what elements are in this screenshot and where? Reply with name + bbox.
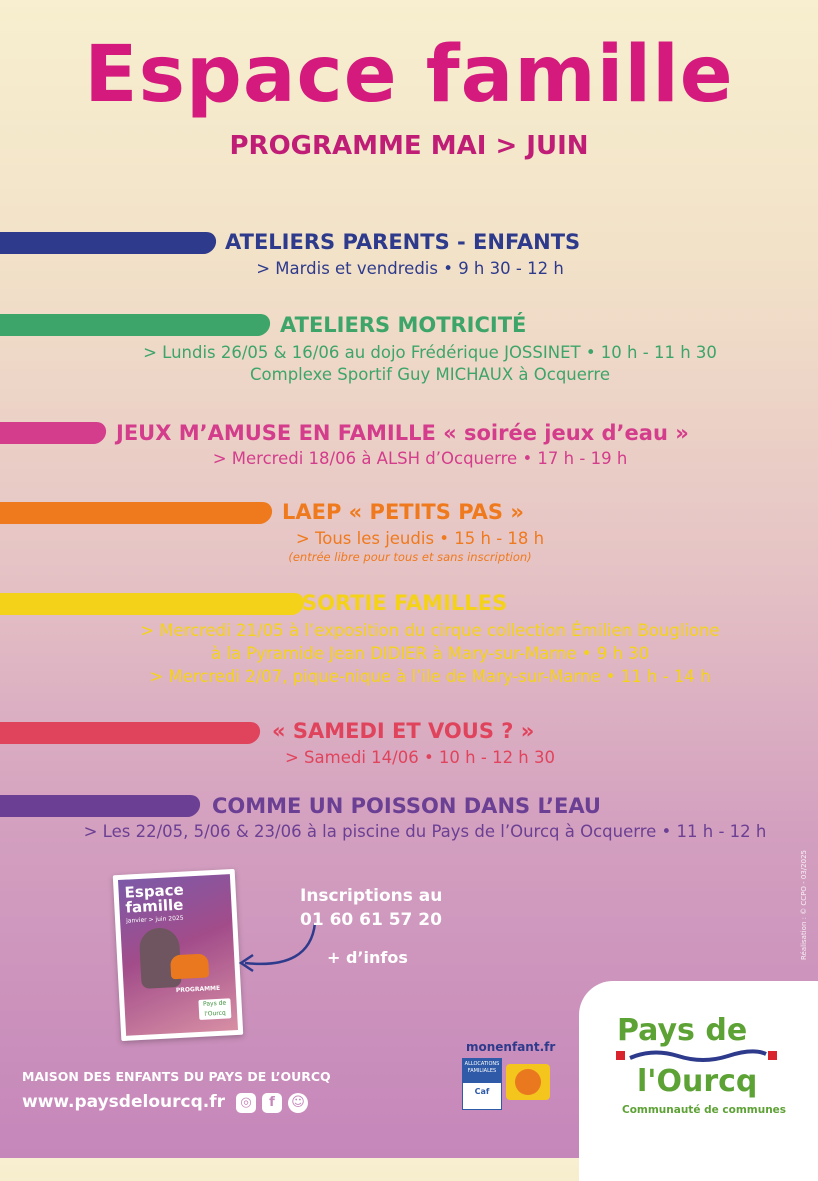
phone-number[interactable]: 01 60 61 57 20 [300,910,442,930]
booklet-title: Espace famille [124,880,185,917]
section-line: > Les 22/05, 5/06 & 23/06 à la piscine du Pays de l’Ourcq à Ocquerre • 11 h - 12 h [83,822,767,841]
wave-icon [628,1048,768,1064]
section-title-samedi: « SAMEDI ET VOUS ? » [272,719,535,743]
section-title-sortie: SORTIE FAMILLES [302,591,508,615]
section-title-motricite: ATELIERS MOTRICITÉ [280,313,527,337]
more-info-link[interactable]: + d’infos [327,948,408,967]
section-line: Complexe Sportif Guy MICHAUX à Ocquerre [250,365,610,384]
stripe-purple [0,795,202,817]
page-subtitle: PROGRAMME MAI > JUIN [229,131,589,161]
credits: Réalisation : © CCPO - 03/2025 [800,850,808,960]
stripe-yellow [0,593,306,615]
toy-photo [170,953,209,979]
section-line: > Lundis 26/05 & 16/06 au dojo Frédérique JOSSINET • 10 h - 11 h 30 [143,343,717,362]
stripe-red [0,722,262,744]
inscriptions-label: Inscriptions au [300,886,443,906]
section-line: à la Pyramide Jean DIDIER à Mary-sur-Marne • 9 h 30 [210,644,650,663]
logo-line2: l'Ourcq [637,1064,758,1099]
section-title-ateliers-parents: ATELIERS PARENTS - ENFANTS [225,230,581,254]
booklet-period: janvier > juin 2025 [125,914,184,925]
section-line: > Mercredi 2/07, pique-nique à l’ile de Mary-sur-Marne • 11 h - 14 h [149,667,711,686]
page-title: Espace famille [84,30,734,120]
facebook-icon[interactable]: f [262,1093,282,1113]
section-line: > Tous les jeudis • 15 h - 18 h [295,529,545,548]
red-square-icon [616,1051,625,1060]
inscriptions-block [300,884,442,932]
stripe-pink [0,422,108,444]
stripe-green [0,314,272,336]
stripe-orange [0,502,274,524]
monenfant-logo: monenfant.fr [466,1040,556,1054]
organization-name: MAISON DES ENFANTS DU PAYS DE L’OURCQ [22,1069,331,1084]
section-note: (entrée libre pour tous et sans inscription) [288,550,532,564]
booklet-label: PROGRAMME [175,984,221,995]
section-title-laep: LAEP « PETITS PAS » [282,500,524,524]
section-title-jeux: JEUX M’AMUSE EN FAMILLE « soirée jeux d’eau » [116,421,689,445]
logo-line1: Pays de [617,1013,748,1048]
logo-subtitle: Communauté de communes [622,1104,787,1116]
section-line: > Mardis et vendredis • 9 h 30 - 12 h [256,259,564,278]
red-square-icon [768,1051,777,1060]
booklet-logo: Pays de l'Ourcq [198,998,231,1020]
section-line: > Mercredi 21/05 à l’exposition du cirque collection Émilien Bouglione [140,621,720,640]
instagram-icon[interactable]: ◎ [236,1093,256,1113]
section-line: > Samedi 14/06 • 10 h - 12 h 30 [284,748,556,767]
stripe-blue [0,232,218,254]
website-link[interactable]: www.paysdelourcq.fr [22,1092,225,1112]
section-line: > Mercredi 18/06 à ALSH d’Ocquerre • 17 h - 19 h [212,449,628,468]
section-title-poisson: COMME UN POISSON DANS L’EAU [212,794,601,818]
partner-badge [506,1064,550,1100]
caf-logo: ALLOCATIONS FAMILIALES Caf [462,1058,502,1110]
kids-icon[interactable]: ☺ [288,1093,308,1113]
